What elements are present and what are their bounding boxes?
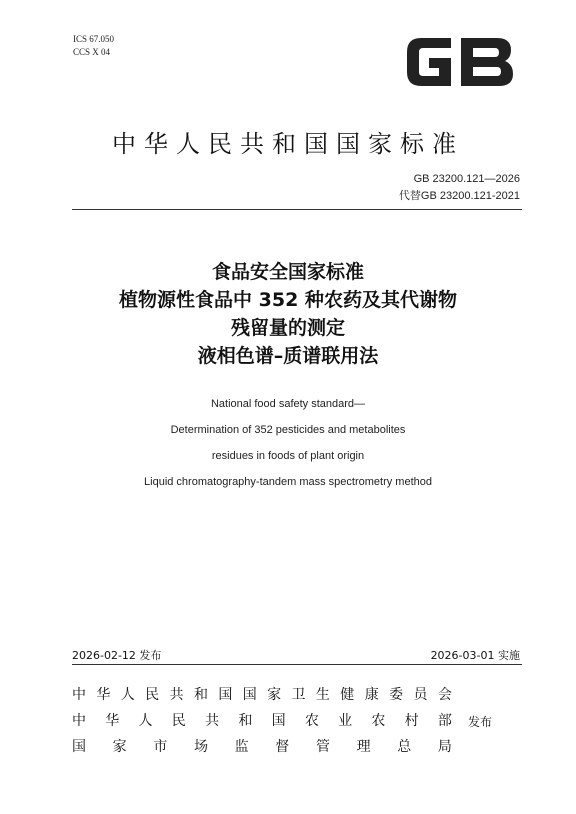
replaces-standard: 代替GB 23200.121-2021	[398, 190, 520, 202]
issuer-char: 场	[193, 739, 208, 755]
issuer-char: 国	[72, 739, 86, 755]
issuer-char: 卫	[291, 687, 306, 703]
issuer-char: 部	[437, 713, 452, 729]
ics-code: ICS 67.050	[73, 34, 115, 44]
chinese-title-line: 植物源性食品中 352 种农药及其代谢物	[119, 289, 457, 311]
ccs-code: CCS X 04	[73, 47, 111, 57]
issuer-char: 国	[218, 687, 233, 703]
issuer-char: 监	[234, 739, 249, 755]
issuer-char: 共	[169, 687, 184, 703]
issuer-char: 健	[340, 687, 355, 703]
issuer-char: 华	[105, 713, 120, 729]
issuer-char: 理	[356, 739, 371, 755]
issuer-char: 家	[112, 739, 127, 755]
issuer-char: 民	[145, 687, 160, 703]
issuer-char: 局	[437, 739, 452, 755]
issuing-authorities	[72, 682, 452, 760]
issuer-char: 业	[338, 713, 353, 729]
issuer-char: 农	[371, 713, 386, 729]
issuer-char: 管	[315, 739, 330, 755]
country-standard-title: 中华人民共和国国家标准	[112, 130, 464, 158]
issuer-char: 农	[304, 713, 319, 729]
issuer-char: 共	[205, 713, 220, 729]
issuer-line	[72, 708, 452, 734]
issuer-char: 民	[171, 713, 186, 729]
issuer-char: 华	[96, 687, 111, 703]
english-title-line: Liquid chromatography-tandem mass spectrometry method	[144, 476, 432, 488]
gb-logo	[401, 32, 519, 92]
issuer-char: 和	[238, 713, 253, 729]
issuer-char: 国	[271, 713, 286, 729]
issued-label: 发布	[468, 715, 493, 729]
chinese-title-line: 残留量的测定	[230, 317, 345, 339]
chinese-title	[0, 258, 576, 370]
issuer-char: 村	[404, 713, 419, 729]
issuer-char: 家	[267, 687, 282, 703]
issuer-char: 人	[120, 687, 135, 703]
english-title	[0, 391, 576, 495]
issuer-char: 生	[315, 687, 330, 703]
english-title-line: residues in foods of plant origin	[211, 450, 365, 462]
issuer-char: 康	[364, 687, 379, 703]
issuer-char: 会	[437, 687, 452, 703]
issuer-char: 国	[242, 687, 257, 703]
issue-date: 2026-02-12 发布	[72, 649, 162, 662]
english-title-line: National food safety standard—	[210, 398, 366, 410]
english-title-line: Determination of 352 pesticides and metabolites	[170, 424, 406, 436]
top-divider	[72, 209, 522, 210]
issuer-line	[72, 734, 452, 760]
issuer-char: 督	[275, 739, 290, 755]
issuer-char: 员	[413, 687, 428, 703]
issuer-line	[72, 682, 452, 708]
bottom-divider	[72, 664, 522, 665]
classification-codes	[73, 33, 114, 59]
issuer-char: 委	[389, 687, 404, 703]
chinese-title-line: 液相色谱–质谱联用法	[197, 345, 379, 367]
issuer-char: 中	[72, 713, 86, 729]
issuer-char: 和	[193, 687, 208, 703]
chinese-title-line: 食品安全国家标准	[211, 261, 364, 283]
issuer-char: 市	[153, 739, 168, 755]
issuer-char: 人	[138, 713, 153, 729]
issuer-char: 总	[397, 739, 412, 755]
standard-number-block	[399, 171, 520, 205]
implementation-date: 2026-03-01 实施	[430, 649, 520, 662]
standard-number: GB 23200.121—2026	[413, 173, 520, 185]
issuer-char: 中	[72, 687, 86, 703]
